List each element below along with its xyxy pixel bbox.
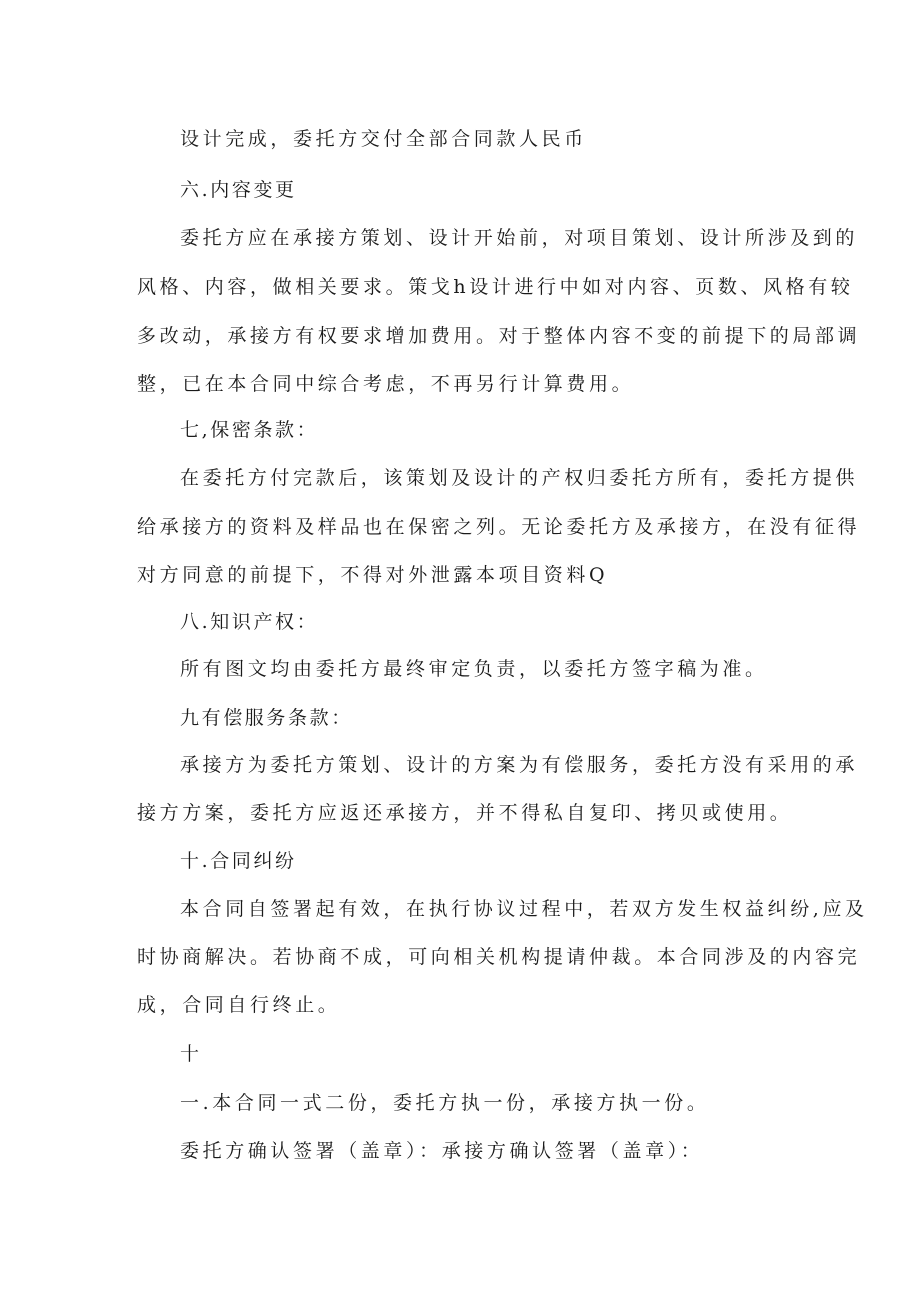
section-heading-intellectual-property: 八.知识产权： <box>180 611 319 633</box>
contract-dispute-paragraph-line: 本合同自签署起有效，在执行协议过程中，若双方发生权益纠纷,应及 <box>180 898 868 920</box>
payment-paragraph-line: 设计完成，委托方交付全部合同款人民币 <box>180 128 587 150</box>
confidentiality-paragraph-line: 给承接方的资料及样品也在保密之列。无论委托方及承接方，在没有征得 <box>137 516 861 538</box>
content-change-paragraph-line: 委托方应在承接方策划、设计开始前，对项目策划、设计所涉及到的 <box>180 227 859 249</box>
intellectual-property-paragraph-line: 所有图文均由委托方最终审定负责，以委托方签字稿为准。 <box>180 658 768 680</box>
section-heading-content-change: 六.内容变更 <box>180 179 297 201</box>
content-change-paragraph-line: 多改动，承接方有权要求增加费用。对于整体内容不变的前提下的局部调 <box>137 325 861 347</box>
content-change-paragraph-line: 风格、内容，做相关要求。策戈h设计进行中如对内容、页数、风格有较 <box>137 276 854 298</box>
section-heading-confidentiality: 七,保密条款： <box>180 419 319 441</box>
section-heading-paid-service: 九有偿服务条款： <box>180 707 353 729</box>
section-heading-contract-dispute: 十.合同纠纷 <box>180 850 297 872</box>
contract-dispute-paragraph-line: 时协商解决。若协商不成，可向相关机构提请仲裁。本合同涉及的内容完 <box>137 946 861 968</box>
paid-service-paragraph-line: 承接方为委托方策划、设计的方案为有偿服务，委托方没有采用的承 <box>180 754 859 776</box>
copies-paragraph-line: 一.本合同一式二份，委托方执一份，承接方执一份。 <box>180 1092 710 1114</box>
confidentiality-paragraph-line: 对方同意的前提下，不得对外泄露本项目资料Q <box>137 564 609 586</box>
content-change-paragraph-line: 整，已在本合同中综合考虑，不再另行计算费用。 <box>137 373 635 395</box>
section-heading-eleven-part: 十 <box>180 1043 202 1065</box>
contract-dispute-paragraph-line: 成，合同自行终止。 <box>137 994 341 1016</box>
signature-line: 委托方确认签署（盖章）：承接方确认签署（盖章）： <box>180 1140 704 1162</box>
confidentiality-paragraph-line: 在委托方付完款后，该策划及设计的产权归委托方所有，委托方提供 <box>180 467 859 489</box>
paid-service-paragraph-line: 接方方案，委托方应返还承接方，并不得私自复印、拷贝或使用。 <box>137 802 793 824</box>
